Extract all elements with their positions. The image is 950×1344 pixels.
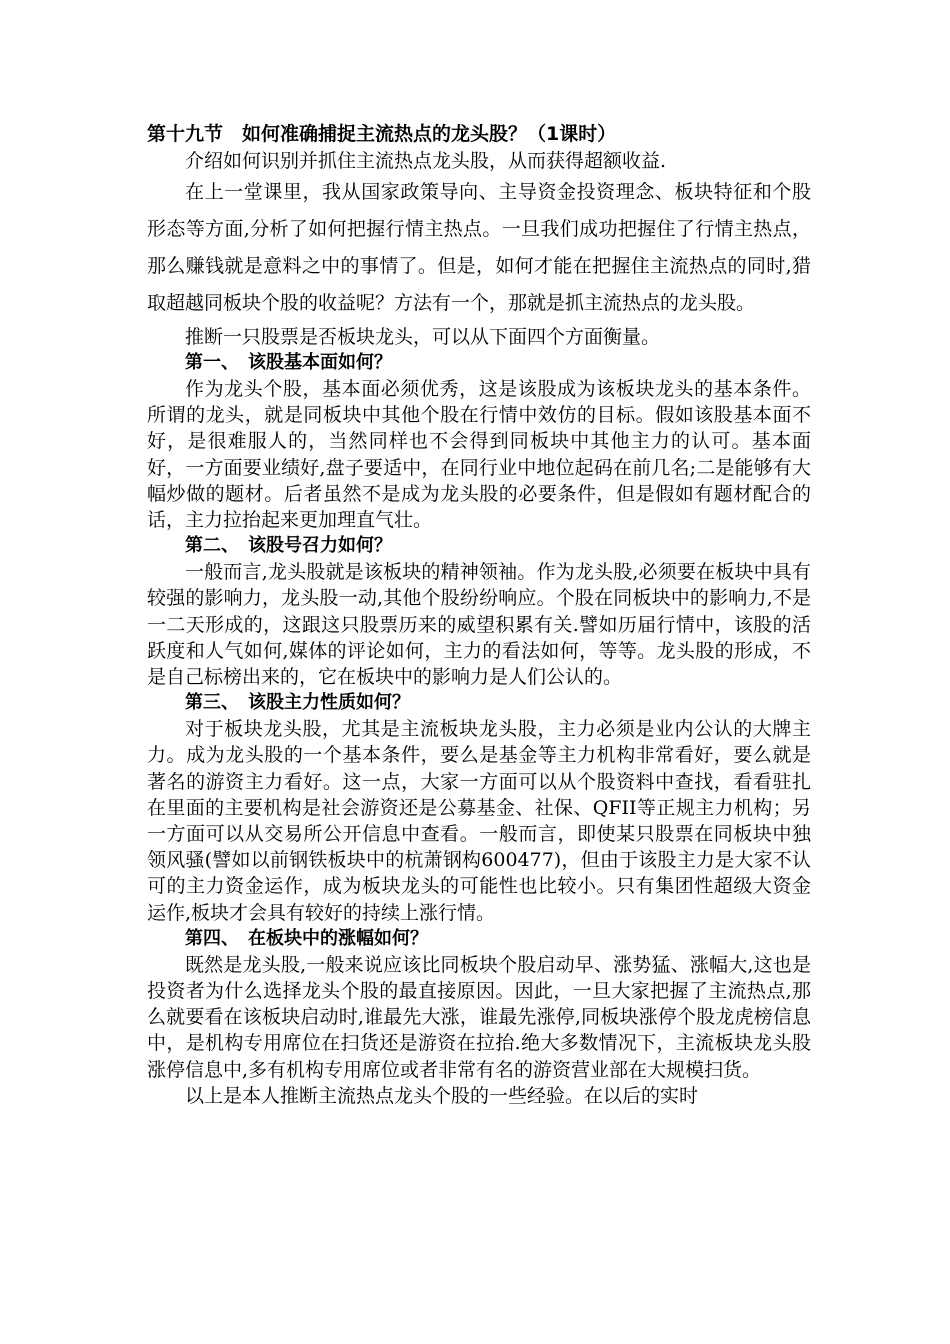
criterion-text-gain: 既然是龙头股,一般来说应该比同板块个股启动早、涨势猛、涨幅大,这也是投资者为什么选择龙头个股的最直接原因。因此，一旦大家把握了主流热点,那么就要看在该板块启动时,谁最先大涨，谁最先涨停,同板块涨停个股龙虎榜信息中，是机构专用席位在扫货还是游资在拉抬.绝大多数情况下，主流板块龙头股涨停信息中,多有机构专用席位或者非常有名的游资营业部在大规模扫货。 <box>147 953 811 1081</box>
paragraph-criteria-overview: 推断一只股票是否板块龙头，可以从下面四个方面衡量。 <box>185 326 661 348</box>
section-title: 第十九节 如何准确捕捉主流热点的龙头股？（1课时） <box>147 123 617 145</box>
criterion-heading-influence: 第二、 该股号召力如何？ <box>185 535 392 557</box>
criterion-heading-main-force: 第三、 该股主力性质如何？ <box>185 692 410 714</box>
paragraph-context: 在上一堂课里，我从国家政策导向、主导资金投资理念、板块特征和个股形态等方面,分析了如何把握行情主热点。一旦我们成功把握住了行情主热点，那么赚钱就是意料之中的事情了。但是，如何才能在把握住主流热点的同时,猎取超越同板块个股的收益呢？方法有一个，那就是抓主流热点的龙头股。 <box>147 181 811 314</box>
criterion-heading-gain: 第四、 在板块中的涨幅如何？ <box>185 927 428 949</box>
document-page <box>147 120 811 1109</box>
intro-paragraph: 介绍如何识别并抓住主流热点龙头股，从而获得超额收益. <box>185 150 667 172</box>
criterion-heading-fundamentals: 第一、 该股基本面如何？ <box>185 352 392 373</box>
closing-paragraph: 以上是本人推断主流热点龙头个股的一些经验。在以后的实时 <box>185 1084 699 1107</box>
criterion-text-main-force: 对于板块龙头股，尤其是主流板块龙头股，主力必须是业内公认的大牌主力。成为龙头股的一个基本条件，要么是基金等主力机构非常看好，要么就是著名的游资主力看好。这一点，大家一方面可以从个股资料中查找，看看驻扎在里面的主要机构是社会游资还是公募基金、社保、QFII等正规主力机构；另一方面可以从交易所公开信息中查看。一般而言，即使某只股票在同板块中独领风骚(譬如以前钢铁板块中的杭萧钢构600477)，但由于该股主力是大家不认可的主力资金运作，成为板块龙头的可能性也比较小。只有集团性超级大资金运作,板块才会具有较好的持续上涨行情。 <box>147 718 811 924</box>
criterion-text-influence: 一般而言,龙头股就是该板块的精神领袖。作为龙头股,必须要在板块中具有较强的影响力，龙头股一动,其他个股纷纷响应。个股在同板块中的影响力,不是一二天形成的，这跟这只股票历来的威望积累有关.譬如历届行情中，该股的活跃度和人气如何,媒体的评论如何，主力的看法如何，等等。龙头股的形成，不是自己标榜出来的，它在板块中的影响力是人们公认的。 <box>147 561 811 689</box>
criterion-text-fundamentals: 作为龙头个股，基本面必须优秀，这是该股成为该板块龙头的基本条件。所谓的龙头，就是同板块中其他个股在行情中效仿的目标。假如该股基本面不好，是很难服人的，当然同样也不会得到同板块中其他主力的认可。基本面好，一方面要业绩好,盘子要适中，在同行业中地位起码在前几名;二是能够有大幅炒做的题材。后者虽然不是成为龙头股的必要条件，但是假如有题材配合的话，主力拉抬起来更加理直气壮。 <box>147 378 811 532</box>
